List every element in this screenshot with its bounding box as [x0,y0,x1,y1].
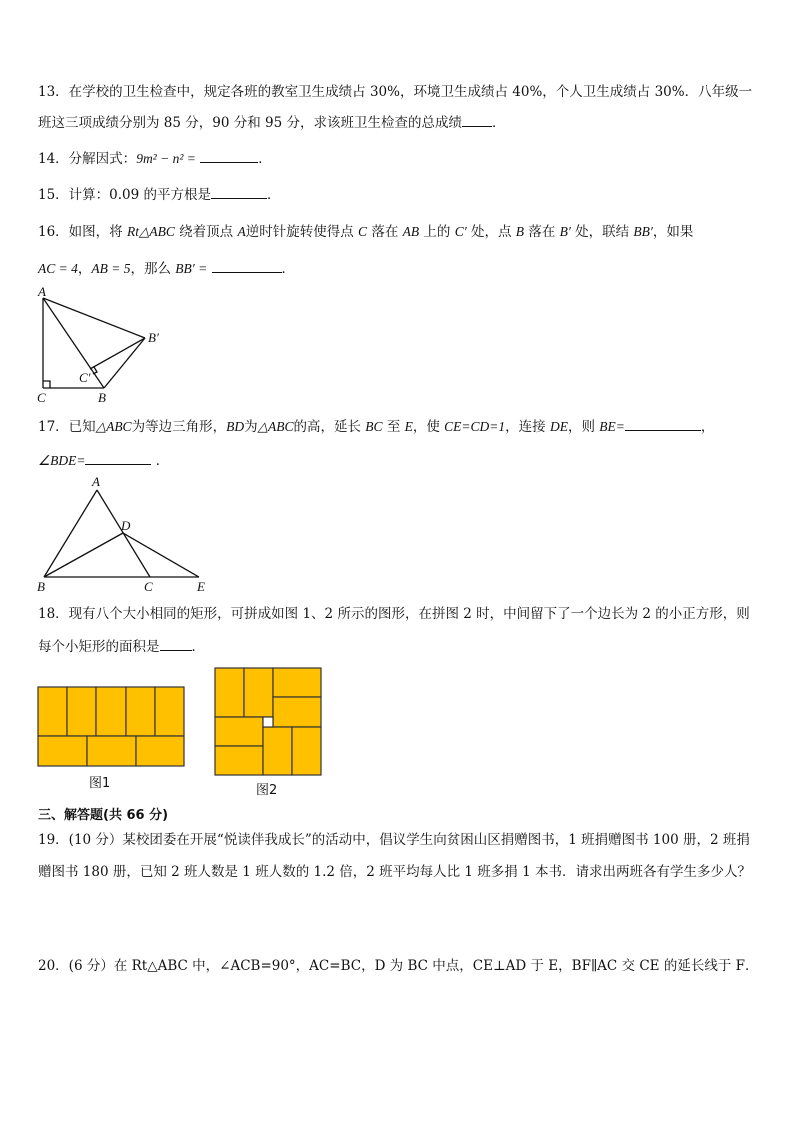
q17-end: ． [155,453,170,469]
q17-de: DE [549,419,568,434]
q16-end: ． [281,261,296,277]
q17-t7: ，连接 [505,419,550,435]
q16-var-c: C [358,224,368,239]
fig2-center-square [263,717,273,727]
fig1-rect [67,687,96,736]
fig2-rect [244,668,273,717]
q17-t2: 为等边三角形， [131,419,227,435]
q17-t1: 17．已知 [38,419,96,435]
q16-t4: 落在 [367,224,403,240]
q13-text1: 13．在学校的卫生检查中，规定各班的教室卫生成绩占 30%，环境卫生成绩占 40%，个人卫生成绩占 30%．八年级一 [38,84,753,100]
q16-label-c: C [37,390,46,405]
fig2-rect [215,746,263,775]
section-3-title: 三、解答题(共 66 分) [38,808,169,823]
fig1-rect [87,736,136,766]
q16-var-ab: AB [402,224,420,239]
q18-text2: 每个小矩形的面积是 [38,639,160,655]
q17-eq: CE=CD=1 [444,419,506,434]
q17-label-a: A [92,474,100,489]
q16-t9: ，如果 [652,224,694,240]
q16-t5: 上的 [419,224,455,240]
q17-t6: ，使 [412,419,445,435]
fig2-rect [273,697,321,727]
q16-label-cprime: C′ [79,370,91,385]
q17-be: BE= [599,419,625,434]
q17-angle: ∠BDE= [38,453,86,468]
q16-label-bprime: B′ [148,330,159,345]
fig1-rect [38,736,87,766]
q16-var-b: B [515,224,525,239]
fig1-rect [126,687,155,736]
q18-fig1-caption: 图1 [89,776,111,791]
q13-end: ． [492,115,506,131]
q18-text1: 18．现有八个大小相同的矩形，可拼成如图 1、2 所示的图形，在拼图 2 时，中间留下了一个边长为 2 的小正方形，则 [38,606,750,622]
q15-text: 15．计算：0.09 的平方根是 [38,187,212,203]
q18-figure-2 [215,668,321,775]
q20-text1: 20．(6 分）在 Rt△ABC 中，∠ACB=90°，AC=BC，D 为 BC 中点，CE⊥AD 于 E，BF∥AC 交 CE 的延长线于 F． [38,958,759,974]
q17-label-e: E [197,579,205,594]
q16-t1: 16．如图，将 [38,224,127,240]
q16-ab: AB = 5 [91,261,131,276]
fig2-rect [215,717,263,746]
q16-label-a: A [38,284,46,299]
fig1-rect [155,687,184,736]
q17-tri: △ABC [95,419,132,434]
q18-fig2-caption: 图2 [256,783,278,798]
q19-line2 [38,862,751,882]
q17-bd: BD [226,419,245,434]
q16-ac: AC = 4 [38,261,78,276]
q16-var-bbprime: BB′ [633,224,653,239]
q17-e: E [404,419,413,434]
q16-var-cprime: C′ [454,224,467,239]
q19-text1: 19．(10 分）某校团委在开展“悦读伴我成长”的活动中，倡议学生向贫困山区捐赠图书，1 班捐赠图书 100 册，2 班捐 [38,832,750,848]
q16-bbprime-eq: BB′ = [175,261,208,276]
q13-text2: 班这三项成绩分别为 85 分，90 分和 95 分，求该班卫生检查的总成绩 [38,115,462,131]
q17-t4: 的高，延长 [293,419,366,435]
q16-t7: 落在 [524,224,560,240]
q16-rt-triangle: Rt△ABC [126,224,175,239]
q17-label-b: B [37,579,45,594]
q20-line1 [38,956,758,976]
q18-figure-1 [38,687,184,766]
q16-var-bprime: B′ [559,224,571,239]
fig1-rect [136,736,184,766]
q16-t6: 处，点 [466,224,516,240]
q14-expression: 9m² − n² = [136,151,196,166]
q16-t3: 逆时针旋转使得点 [245,224,359,240]
q14-prefix: 14．分解因式： [38,151,137,167]
fig2-rect [263,727,292,775]
q16-t8: 处，联结 [570,224,634,240]
fig2-rect [292,727,321,775]
q17-tri2: △ABC [257,419,294,434]
q16-comma1: ， [77,261,92,277]
q17-t9: ， [700,419,715,435]
fig1-rect [96,687,126,736]
q17-label-c: C [144,579,153,594]
fig2-rect [273,668,321,697]
q16-var-a: A [237,224,246,239]
q17-t8: ，则 [567,419,600,435]
q18-end: ． [191,639,205,655]
q15-end: ． [267,187,281,203]
q17-bc: BC [365,419,383,434]
q14-end: ． [258,151,272,167]
q19-line1 [38,830,750,850]
q17-t5: 至 [382,419,405,435]
fig2-rect [215,668,244,717]
q16-t2: 绕着顶点 [174,224,238,240]
q19-text2: 赠图书 180 册，已知 2 班人数是 1 班人数的 1.2 倍，2 班平均每人比 1 班多捐 1 本书．请求出两班各有学生多少人？ [38,864,751,880]
q16-label-b: B [98,390,106,405]
q17-label-d: D [121,518,131,533]
fig1-rect [38,687,67,736]
q17-t3: 为 [244,419,258,435]
q16-then: ，那么 [130,261,176,277]
